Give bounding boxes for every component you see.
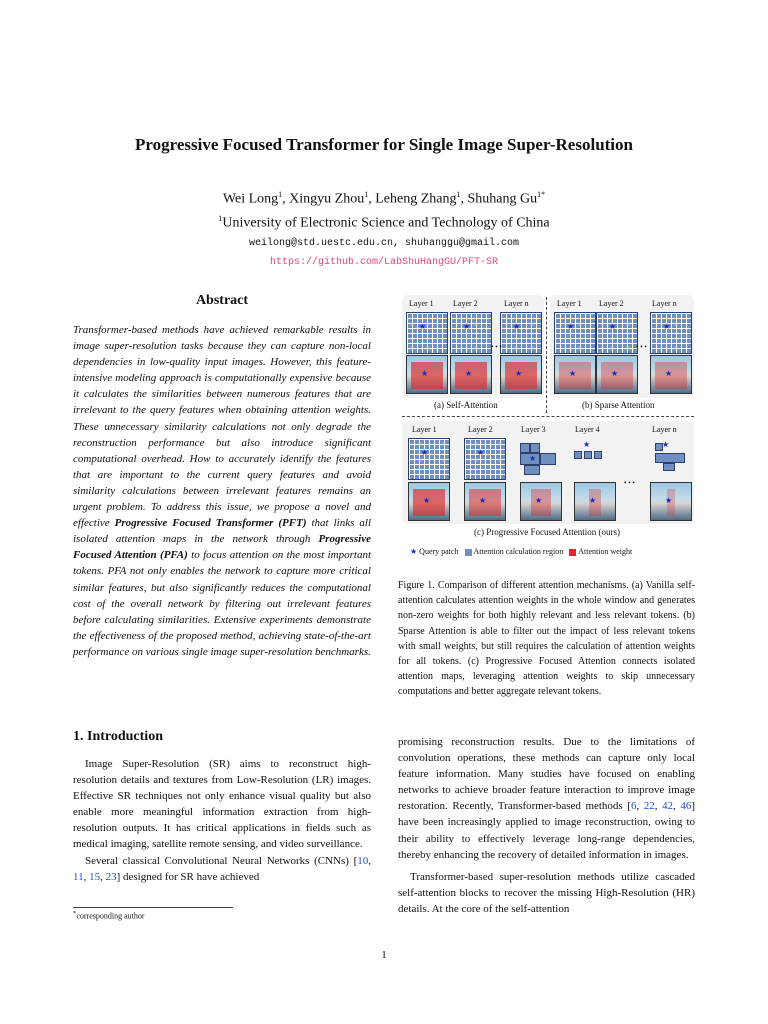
subcaption-a: (a) Self-Attention bbox=[434, 400, 498, 410]
author-name: Leheng Zhang bbox=[375, 191, 457, 207]
layer-label: Layer 1 bbox=[409, 299, 434, 308]
abstract-body: Transformer-based methods have achieved remarkable results in image super-resolution tasks because they can capture non-local dependencies in low-quality input images. However, this feature-intensive modeling approach is computationally expensive because it calculates the similarities between numerous features that are irrelevant to the query features when obtaining attention weights. These unnecessary similarity calculations not only degrade the reconstruction performance but also introduce significant computational overhead. How to accurately identify the features that are important to the current query features and avoid similarity calculations between irrelevant features remains an urgent problem. To address this issue, we propose a novel and effective Progressive Focused Transformer (PFT) that links all isolated attention maps in the network through Progressive Focused Attention (PFA) to focus attention on the most important tokens. PFA not only enables the network to capture more critical similar features, but also significantly reduces the computational cost of the overall network by filtering out irrelevant features before calculating similarities. Extensive experiments demonstrate the effectiveness of the proposed method, achieving state-of-the-art performance on various single image super-resolution benchmarks. bbox=[73, 324, 372, 658]
intro-body bbox=[73, 756, 371, 885]
weight-swatch bbox=[569, 549, 576, 556]
figure-legend: ★ Query patch Attention calculation region Attention weight bbox=[410, 547, 633, 556]
right-column-body bbox=[398, 734, 695, 917]
citation-link[interactable]: 15 bbox=[89, 870, 101, 883]
attention-heatmap: ★ bbox=[408, 482, 450, 521]
attention-heatmap: ★ bbox=[464, 482, 506, 521]
citation-link[interactable]: 10 bbox=[357, 854, 369, 867]
citation-link[interactable]: 6 bbox=[630, 800, 637, 813]
attention-heatmap: ★ bbox=[520, 482, 562, 521]
intro-paragraph: Image Super-Resolution (SR) aims to reconstruct high-resolution details and textures from Low-Resolution (LR) images. Effective SR techniques not only enhance visual quality but also enable more meaningful information extraction from high-resolution outputs. It has critical applications in fields such as medical imaging, satellite remote sensing, and video surveillance. bbox=[73, 758, 371, 851]
attention-grid: ★ bbox=[450, 312, 492, 354]
layer-label: Layer 2 bbox=[599, 299, 624, 308]
author-block bbox=[0, 185, 768, 272]
author-emails: weilong@std.uestc.edu.cn, shuhanggu@gmail.com bbox=[248, 238, 520, 250]
figure-caption: Figure 1. Comparison of different attention mechanisms. (a) Vanilla self-attention calculates attention weights in the whole window and generates non-zero weights for both highly relevant and less relevant tokens. (b) Sparse Attention is able to filter out the impact of less relevant tokens with small weights, but still requires the calculation of attention weights for all tokens. (c) Progressive Focused Attention connects isolated attention maps, leveraging attention weights to skip unnecessary computations and better aggregate relevant tokens. bbox=[398, 580, 695, 698]
attention-heatmap: ★ bbox=[450, 355, 492, 394]
attention-grid: ★ bbox=[500, 312, 542, 354]
intro-heading: 1. Introduction bbox=[73, 729, 163, 744]
layer-label: Layer 1 bbox=[557, 299, 582, 308]
layer-label: Layer 3 bbox=[521, 425, 546, 434]
body-paragraph: promising reconstruction results. Due to the limitations of convolution operations, these methods can capture only local feature information. Many studies have focused on enabling networks to achieve broader feature interaction to improve image restoration. Recently, Transformer-based methods [6, 22, 42, 46] have been increasingly applied to image reconstruction, owing to their ability to effectively leverage long-range dependencies, thereby enhancing the recovery of detailed information in images. bbox=[398, 736, 695, 861]
attention-grid: ★ bbox=[554, 312, 596, 354]
layer-label: Layer n bbox=[652, 299, 677, 308]
citation-link[interactable]: 42 bbox=[662, 800, 674, 813]
author-name: Wei Long bbox=[222, 191, 279, 207]
footnote: *corresponding author bbox=[73, 907, 233, 921]
paper-title: Progressive Focused Transformer for Single Image Super-Resolution bbox=[134, 135, 633, 154]
attention-heatmap: ★ bbox=[500, 355, 542, 394]
attention-grid: ★ bbox=[406, 312, 448, 354]
citation-link[interactable]: 11 bbox=[73, 870, 84, 883]
affiliation: $^1$University of Electronic Science and Technology of China bbox=[218, 213, 550, 231]
attention-heatmap: ★ bbox=[650, 482, 692, 521]
attention-grid: ★ bbox=[596, 312, 638, 354]
attention-grid: ★ bbox=[408, 438, 450, 480]
attention-heatmap: ★ bbox=[406, 355, 448, 394]
author-line: Wei Long$^1$, Xingyu Zhou$^1$, Leheng Zhang$^1$, Shuhang $Gu^{1*}$ bbox=[222, 190, 546, 207]
attention-grid: ★ bbox=[650, 312, 692, 354]
intro-paragraph: Several classical Convolutional Neural Networks (CNNs) [10, 11, 15, 23] designed for SR have achieved bbox=[73, 854, 371, 883]
figure-divider bbox=[402, 416, 694, 417]
attention-heatmap: ★ bbox=[554, 355, 596, 394]
star-icon: ★ bbox=[410, 547, 418, 556]
layer-label: Layer n bbox=[504, 299, 529, 308]
panel-divider bbox=[546, 297, 547, 413]
body-paragraph: Transformer-based super-resolution methods utilize cascaded self-attention blocks to recover the missing High-Resolution (HR) details. At the core of the self-attention bbox=[398, 870, 695, 915]
page-number: 1 bbox=[381, 949, 387, 961]
repo-link[interactable]: https://github.com/LabShuHangGU/PFT-SR bbox=[269, 257, 499, 269]
figure-1: Layer 1 Layer 2 Layer n Layer 1 Layer 2 Layer n ★ ★ ★ ★ ★ ★ ★ ★ ★ ★ ★ ★ • • • • • • (a) Self-Attention (b) Sparse Attention Layer 1 Layer 2 Layer 3 Layer 4 Layer n ★ ★ ★ ★ ★ ★ ★ ★ ★ ★ • • • (c) Progressive Focused Attention (ours) ★ Query patch Attention calculation region Attention weight bbox=[400, 295, 695, 565]
layer-label: Layer 2 bbox=[468, 425, 493, 434]
citation-link[interactable]: 46 bbox=[680, 800, 692, 813]
attention-heatmap: ★ bbox=[574, 482, 616, 521]
subcaption-c: (c) Progressive Focused Attention (ours) bbox=[474, 527, 620, 537]
attention-heatmap: ★ bbox=[596, 355, 638, 394]
layer-label: Layer n bbox=[652, 425, 677, 434]
layer-label: Layer 4 bbox=[575, 425, 600, 434]
subcaption-b: (b) Sparse Attention bbox=[582, 400, 655, 410]
region-swatch bbox=[465, 549, 472, 556]
layer-label: Layer 1 bbox=[412, 425, 437, 434]
author-name: Shuhang Gu bbox=[467, 191, 538, 207]
layer-label: Layer 2 bbox=[453, 299, 478, 308]
abstract-heading: Abstract bbox=[195, 293, 249, 308]
citation-link[interactable]: 22 bbox=[643, 800, 655, 813]
author-name: Xingyu Zhou bbox=[289, 191, 365, 207]
attention-grid: ★ bbox=[464, 438, 506, 480]
attention-heatmap: ★ bbox=[650, 355, 692, 394]
citation-link[interactable]: 23 bbox=[105, 870, 117, 883]
